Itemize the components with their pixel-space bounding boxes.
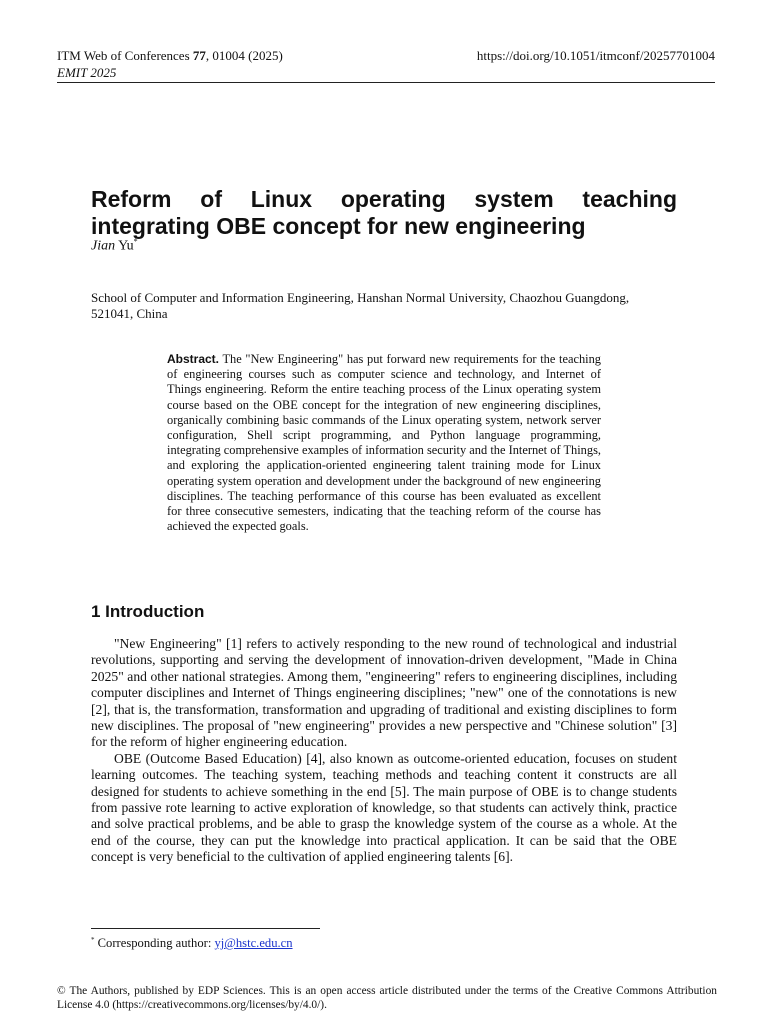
header-divider [57, 82, 715, 83]
author-first-name: Jian [91, 238, 116, 254]
footnote-divider [91, 928, 320, 929]
section-body [91, 636, 677, 866]
email-link[interactable]: yj@hstc.edu.cn [214, 936, 293, 951]
section-heading: 1 Introduction [91, 602, 205, 621]
footnote [91, 936, 293, 951]
journal-citation [57, 47, 283, 64]
author-line [91, 237, 138, 255]
abstract [167, 352, 601, 534]
journal-issue: , 01004 (2025) [205, 48, 283, 63]
body-paragraph: OBE (Outcome Based Education) [4], also known as outcome-oriented education, focuses on student learning outcomes. The teaching system, teaching methods and teaching content it constructs are all designed for students to achieve something in the end [5]. The main purpose of OBE is to change students from passive rote learning to active exploration of knowledge, so that students can actively think, practice and solve practical problems, and be able to grasp the knowledge system of the course as a whole. At the end of the course, they can put the knowledge into practical application. It can be said that the OBE concept is very beneficial to the cultivation of applied engineering talents [6]. [91, 750, 677, 865]
running-header [57, 47, 283, 81]
body-paragraph: "New Engineering" [1] refers to actively responding to the new round of technological and industrial revolutions, supporting and serving the development of innovation-driven development, "Made in China 2025" and other national strategies. Among them, "engineering" refers to engineering disciplines, including computer disciplines and Internet of Things engineering disciplines; "new" one of the connotations is new [2], that is, the transformation, transformation and upgrading of traditional and existing disciplines to form new disciplines. The proposal of "new engineering" provides a new perspective and "Chinese solution" [3] for the reform of higher engineering education. [91, 636, 677, 750]
journal-volume: 77 [192, 48, 206, 63]
footnote-label: Corresponding author: [94, 936, 215, 951]
abstract-text: The "New Engineering" has put forward new requirements for the teaching of engineering courses such as computer science and technology, and Internet of Things engineering. Reform the entire teaching process of the Linux operating system course based on the OBE concept for the integration of new engineering disciplines, organically combining basic commands of the Linux operating system, network server configuration, Shell script programming, and Python language programming, integrating comprehensive examples of information security and the Internet of Things, and exploring the application-oriented engineering talent training mode for Linux operating system operation and development under the background of new engineering disciplines. The teaching performance of this course has been evaluated as excellent for three consecutive semesters, indicating that the teaching reform of the course has achieved the expected goals. [167, 352, 601, 534]
footnote-mark: * [91, 936, 95, 944]
conference-name: EMIT 2025 [57, 65, 117, 80]
author-affiliation: School of Computer and Information Engineering, Hanshan Normal University, Chaozhou Guangdong, 521041, China [91, 290, 630, 321]
author-last-name: Yu [115, 238, 134, 254]
journal-name: ITM Web of Conferences [57, 48, 193, 63]
license-notice: © The Authors, published by EDP Sciences. This is an open access article distributed under the terms of the Creative Commons Attribution License 4.0 (https://creativecommons.org/licenses/by/4.0/). [57, 985, 717, 1011]
paper-title: Reform of Linux operating system teaching integrating OBE concept for new engineering [91, 186, 677, 239]
author-footnote-mark: * [133, 237, 138, 246]
abstract-label: Abstract. [167, 352, 220, 366]
doi-link[interactable]: https://doi.org/10.1051/itmconf/20257701004 [476, 48, 715, 63]
